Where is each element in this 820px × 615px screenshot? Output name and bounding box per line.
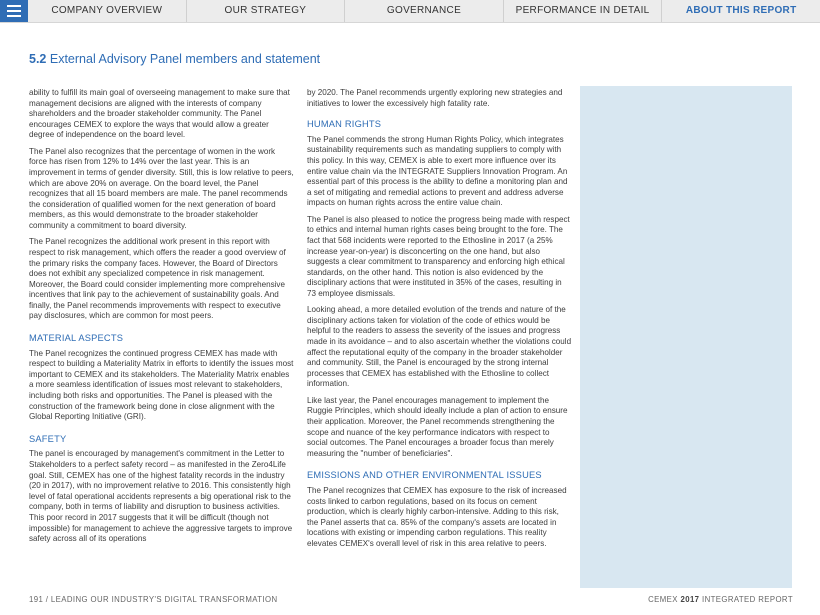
section-title (29, 52, 320, 66)
footer-report-label (648, 595, 793, 604)
tab-governance[interactable]: GOVERNANCE (344, 0, 503, 22)
paragraph: The Panel recognizes the continued progress CEMEX has made with respect to building a Materiality Matrix in efforts to identify the issues most important to CEMEX and its stakeholders. The Materiality Matrix enables a more seamless identification of issues most relevant to stakeholders, including both risks and opportunities. The Panel is pleased with the construction of the framework being done in close alignment with the Global Reporting Initiative (GRI). (29, 348, 294, 422)
footer-company: CEMEX (648, 595, 678, 604)
tab-about-this-report[interactable]: ABOUT THIS REPORT (661, 0, 820, 22)
section-number: 5.2 (29, 52, 47, 66)
paragraph: Like last year, the Panel encourages management to implement the Ruggie Principles, which should ideally include a plan of action to ensure their application. Moreover, the Panel recommends strengthening the scope and nuance of the key performance indicators with respect to social outcomes. The Panel encourages a broader focus than merely measuring the "number of beneficiaries". (307, 395, 568, 458)
paragraph: ability to fulfill its main goal of overseeing management to make sure that management decisions are aligned with the interests of company shareholders and the broader stakeholder community. The Panel encourages CEMEX to explore the ways that would allow a greater degree of independence on the board level. (29, 88, 290, 140)
paragraph: The Panel also recognizes that the percentage of women in the work force has risen from 12% to 14% over the last year. This is an improvement in terms of gender diversity. Still, this is low relative to peers, which are above 20% on average. On the board level, the Panel recognizes that all 15 board members are male. The panel recommends the consideration of qualified women for the next generation of board members, as this would demonstrate to the broader stakeholder community a commitment to board diversity. (29, 146, 294, 230)
paragraph: The Panel recognizes that CEMEX has exposure to the risk of increased costs linked to carbon regulations, based on its focus on cement production, which is clearly highly carbon-intensive. Adding to this risk, the Panel asserts that ca. 85% of the company's assets are located in locations with existing or impending carbon regulations. This reality elevates CEMEX's overall level of risk in this area relative to peers. (307, 485, 567, 548)
paragraph: Looking ahead, a more detailed evolution of the trends and nature of the disciplinary actions taken for violation of the code of ethics would be helpful to the readers to assess the severity of the issues and progress made in its avoidance – and to also ascertain whether the violations could affect the reputational equity of the company in the broader stakeholder and community. Still, the Panel is encouraged by the strong internal processes that CEMEX has established with the Ethosline to collect information. (307, 305, 572, 389)
footer-year: 2017 (680, 595, 700, 604)
paragraph: The panel is encouraged by management's commitment in the Letter to Stakeholders to a perfect safety record – as manifested in the Zero4Life goal. Still, CEMEX has one of the highest fatality records in the industry (20 in 2017), with no improvement relative to 2016. This consistently high level of fatal operational accidents represents a big operational risk to the company, both in terms of liability and disruption to business activities. This poor record in 2017 suggests that it will be difficult (though not impossible) for management to achieve the aggressive targets to improve safety across all of its operations (29, 449, 293, 544)
top-navigation (0, 0, 820, 23)
heading-emissions: EMISSIONS AND OTHER ENVIRONMENTAL ISSUES (307, 470, 542, 481)
nav-tabs (28, 0, 820, 22)
paragraph: The Panel commends the strong Human Rights Policy, which integrates sustainability requirements such as mandating suppliers to comply with this policy. In this way, CEMEX is able to exert more influence over its entire value chain via the INTEGRATE Suppliers Innovation Program. An essential part of this process is the ability to define a monitoring plan and a set of mitigating and remedial actions to prevent and address adverse impacts on human rights across the entire value chain. (307, 134, 568, 208)
tab-performance-in-detail[interactable]: PERFORMANCE IN DETAIL (503, 0, 662, 22)
section-heading: External Advisory Panel members and statement (49, 52, 321, 66)
tab-our-strategy[interactable]: OUR STRATEGY (186, 0, 345, 22)
text-column-middle (307, 88, 572, 555)
paragraph: The Panel is also pleased to notice the progress being made with respect to ethics and internal human rights cases being brought to the fore. The fact that 568 incidents were reported to the Ethosline in 2017 (a 25% increase year-on-year) is disconcerting on the one hand, but also suggests a clear commitment to transparency and enforcing high ethical standards, on the other hand. This notion is also evidenced by the disciplinary actions that were instituted in 35% of the cases, resulting in 73 employee dismissals. (307, 214, 570, 298)
paragraph: by 2020. The Panel recommends urgently exploring new strategies and initiatives to lower the excessively high fatality rate. (307, 88, 563, 108)
side-panel (580, 86, 792, 588)
footer-report: INTEGRATED REPORT (702, 595, 793, 604)
footer-page-label: 191 / LEADING OUR INDUSTRY'S DIGITAL TRANSFORMATION (29, 595, 278, 604)
menu-icon[interactable] (0, 0, 28, 22)
heading-safety: SAFETY (29, 433, 67, 444)
tab-company-overview[interactable]: COMPANY OVERVIEW (51, 5, 163, 16)
heading-human-rights: HUMAN RIGHTS (307, 119, 382, 130)
paragraph: The Panel recognizes the additional work present in this report with respect to risk management, which offers the reader a good overview of the primary risks the company faces. However, the Board of Directors does not exhibit any specialized competence in risk management. Moreover, the Board could consider implementing more comprehensive incentives that link pay to the achievement of sustainability goals. And finally, the Panel recommends improvements with respect to executive pay disclosures, which are common for most peers. (29, 237, 286, 321)
heading-material-aspects: MATERIAL ASPECTS (29, 333, 124, 344)
text-column-left (29, 88, 294, 551)
